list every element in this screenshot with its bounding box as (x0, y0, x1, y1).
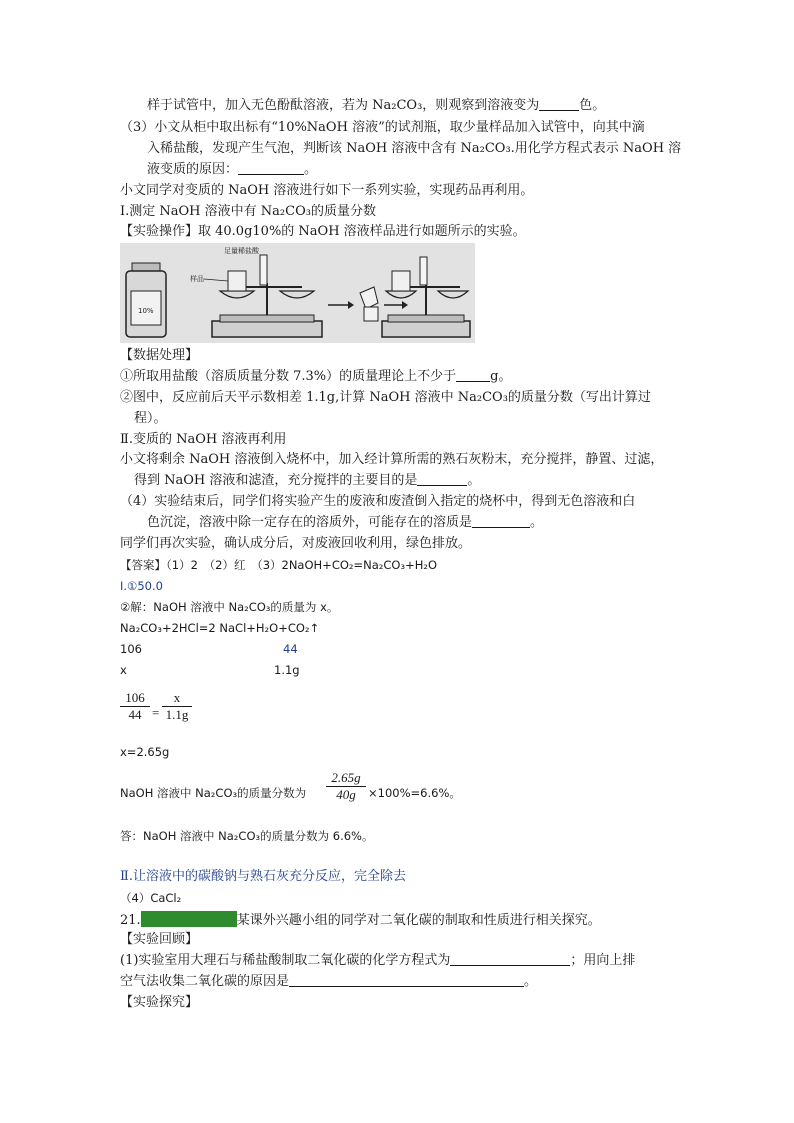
closing-text: 同学们再次实验，确认成分后，对废液回收利用，绿色排放。 (120, 536, 472, 551)
review-q1-line1: (1)实验室用大理石与稀盐酸制取二氧化碳的化学方程式为 ；用向上排 (120, 953, 636, 968)
answer-blank (289, 974, 524, 987)
answer-blank (238, 162, 304, 175)
answer-i1: Ⅰ.①50.0 (120, 579, 163, 593)
q4-line1: （4）实验结束后，同学们将实验产生的废液和废渣倒入指定的烧杯中，得到无色溶液和白 (120, 494, 636, 509)
answer-q4: （4）CaCl₂ (120, 891, 182, 905)
molar-mass-44: 44 (283, 642, 298, 656)
answer-blank (539, 98, 579, 111)
chemical-equation: Na₂CO₃+2HCl=2 NaCl+H₂O+CO₂↑ (120, 621, 320, 635)
q21-intro: 21. 某课外兴趣小组的同学对二氧化碳的制取和性质进行相关探究。 (120, 913, 601, 928)
answer-blank (450, 953, 570, 966)
highlight-mark (141, 911, 237, 927)
review-q1-line2: 空气法收集二氧化碳的原因是 。 (120, 974, 538, 989)
fraction-line-post: ×100%=6.6%。 (368, 786, 461, 800)
mass-1-1g: 1.1g (274, 663, 300, 677)
mass-fraction: 2.65g 40g (326, 770, 366, 803)
svg-text:样品: 样品 (190, 275, 204, 283)
part2-title: Ⅱ.变质的 NaOH 溶液再利用 (120, 432, 287, 447)
answer-i2: ②解：NaOH 溶液中 Na₂CO₃的质量为 x。 (120, 600, 339, 614)
final-answer: 答：NaOH 溶液中 Na₂CO₃的质量分数为 6.6%。 (120, 829, 374, 843)
ratio-fraction-right: x 1.1g (162, 690, 192, 723)
svg-text:10%: 10% (138, 307, 154, 315)
ratio-equals: = (152, 705, 160, 720)
d2-line1: ②图中，反应前后天平示数相差 1.1g,计算 NaOH 溶液中 Na₂CO₃的质量分数（写出计算过 (120, 390, 651, 405)
review-title: 【实验回顾】 (120, 932, 199, 947)
d2-line2: 程）。 (134, 411, 167, 426)
answer-header: 【答案】（1）2 （2）红 （3）2NaOH+CO₂=Na₂CO₃+H₂O (120, 558, 438, 572)
answer-ii: Ⅱ.让溶液中的碳酸钠与熟石灰充分反应，完全除去 (120, 869, 406, 884)
q3-line2: 入稀盐酸，发现产生气泡，判断该 NaOH 溶液中含有 Na₂CO₃.用化学方程式表示 NaOH 溶 (147, 141, 682, 156)
part2-line1: 小文将剩余 NaOH 溶液倒入烧杯中，加入经计算所需的熟石灰粉末，充分搅拌，静置、过滤， (120, 452, 664, 467)
answer-blank (456, 369, 490, 382)
intro-text: 小文同学对变质的 NaOH 溶液进行如下一系列实验，实现药品再利用。 (120, 183, 534, 198)
balance-diagram (120, 243, 475, 343)
q3-line1: （3）小文从柜中取出标有“10%NaOH 溶液”的试剂瓶，取少量样品加入试管中，向其中滴 (120, 120, 645, 135)
answer-blank (417, 473, 467, 486)
experiment-operation: 【实验操作】取 40.0g10%的 NaOH 溶液样品进行如题所示的实验。 (120, 224, 526, 239)
ratio-fraction-left: 106 44 (120, 690, 150, 723)
q2-continuation: 样于试管中，加入无色酚酞溶液，若为 Na₂CO₃，则观察到溶液变为 色。 (147, 98, 606, 113)
svg-text:足量稀盐酸: 足量稀盐酸 (224, 247, 259, 255)
variable-x: x (120, 663, 127, 677)
explore-title: 【实验探究】 (120, 995, 199, 1010)
part2-line2: 得到 NaOH 溶液和滤渣，充分搅拌的主要目的是 。 (134, 473, 481, 488)
molar-mass-106: 106 (120, 642, 142, 656)
reagent-bottle-icon (126, 263, 166, 337)
d1-question: ①所取用盐酸（溶质质量分数 7.3%）的质量理论上不少于 g。 (120, 369, 512, 384)
fraction-line-pre: NaOH 溶液中 Na₂CO₃的质量分数为 (120, 786, 307, 800)
q3-line3: 液变质的原因： 。 (147, 162, 318, 177)
answer-blank (472, 515, 530, 528)
part1-title: Ⅰ.测定 NaOH 溶液中有 Na₂CO₃的质量分数 (120, 204, 376, 219)
experiment-figure (120, 243, 475, 343)
x-result: x=2.65g (120, 745, 170, 759)
q4-line2: 色沉淀，溶液中除一定存在的溶质外，可能存在的溶质是 。 (147, 515, 544, 530)
data-processing-title: 【数据处理】 (120, 348, 199, 363)
